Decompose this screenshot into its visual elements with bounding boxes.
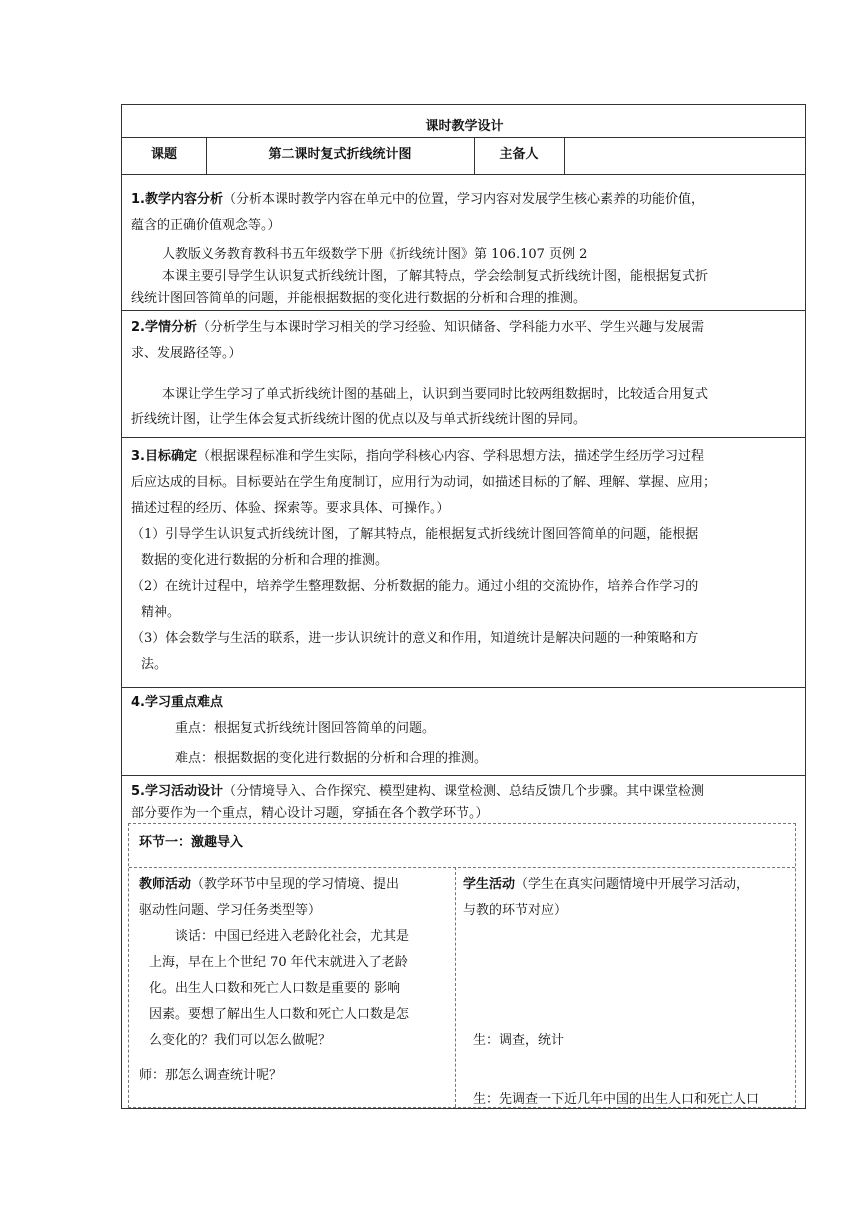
student-activity (463, 872, 793, 924)
teacher-talk-4: 因素。要想了解出生人口数和死亡人口数是怎 (149, 1007, 410, 1022)
topic-label: 课题 (150, 147, 177, 162)
teacher-talk-5: 么变化的？我们可以怎么做呢？ (149, 1033, 332, 1048)
section-3-note: （根据课程标准和学生实际，指向学科核心内容、学科思想方法，描述学生经历学习过程 (196, 449, 704, 464)
section-3-note-cont2: 描述过程的经历、体验、探索等。要求具体、可操作。） (131, 501, 450, 516)
difficult-point: 难点：根据数据的变化进行数据的分析和合理的推测。 (175, 751, 488, 766)
key-point: 重点：根据复式折线统计图回答简单的问题。 (175, 721, 436, 736)
section-1-heading: 1.教学内容分析 (131, 192, 223, 207)
section-5-note-cont: 部分要作为一个重点，精心设计习题，穿插在各个教学环节。） (131, 806, 489, 821)
lesson-design-table (121, 104, 806, 1109)
section-1-description-cont: 线统计图回答简单的问题，并能根据数据的变化进行数据的分析和合理的推测。 (131, 291, 587, 306)
teacher-talk-3: 化。出生人口数和死亡人口数是重要的 影响 (149, 981, 401, 996)
section-1-note-cont: 蕴含的正确价值观念等。） (131, 218, 281, 233)
teacher-talk: 谈话：中国已经进入老龄化社会，尤其是 (175, 929, 410, 944)
teacher-talk-2: 上海，早在上个世纪 70 年代末就进入了老龄 (149, 955, 408, 970)
student-answer-2: 生：先调查一下近几年中国的出生人口和死亡人口 (473, 1092, 760, 1107)
goal-2-cont: 精神。 (141, 605, 181, 620)
section-1-note: （分析本课时教学内容在单元中的位置，学习内容对发展学生核心素养的功能价值， (222, 192, 704, 207)
section-2-note-cont: 求、发展路径等。） (131, 346, 242, 361)
topic-value: 第二课时复式折线统计图 (268, 147, 412, 162)
teacher-question: 师：那怎么调查统计呢？ (139, 1068, 283, 1083)
teacher-note: （教学环节中呈现的学习情境、提出 (191, 877, 400, 892)
section-3-note-cont: 后应达成的目标。目标要站在学生角度制订，应用行为动词，如描述目标的了解、理解、掌握、应用； (131, 475, 717, 490)
stage-box (128, 823, 796, 1108)
section-1-description: 本课主要引导学生认识复式折线统计图，了解其特点，学会绘制复式折线统计图，能根据复式折 (162, 269, 709, 284)
student-note: （学生在真实问题情境中开展学习活动， (515, 877, 750, 892)
table-title: 课时教学设计 (425, 119, 504, 134)
goal-3: （3）体会数学与生活的联系，进一步认识统计的意义和作用，知道统计是解决问题的一种策略和方 (131, 631, 699, 646)
student-heading: 学生活动 (463, 877, 516, 892)
section-goals (131, 444, 801, 678)
teacher-heading: 教师活动 (139, 877, 192, 892)
section-4-heading: 4.学习重点难点 (131, 695, 223, 710)
goal-1-cont: 数据的变化进行数据的分析和合理的推测。 (141, 553, 389, 568)
stage-title: 环节一：激趣导入 (139, 835, 244, 850)
teacher-note-cont: 驱动性问题、学习任务类型等） (139, 903, 322, 918)
section-5-heading: 5.学习活动设计 (131, 784, 223, 799)
goal-2: （2）在统计过程中，培养学生整理数据、分析数据的能力。通过小组的交流协作，培养合作学习的 (131, 579, 699, 594)
student-note-cont: 与教的环节对应） (463, 903, 568, 918)
section-2-text-cont: 折线统计图，让学生体会复式折线统计图的优点以及与单式折线统计图的异同。 (131, 412, 587, 427)
section-2-text: 本课让学生学习了单式折线统计图的基础上，认识到当要同时比较两组数据时，比较适合用复式 (162, 387, 709, 402)
section-student-analysis (131, 315, 801, 367)
section-3-heading: 3.目标确定 (131, 449, 197, 464)
preparer-label: 主备人 (499, 147, 539, 162)
teacher-activity (139, 872, 451, 1054)
section-2-note: （分析学生与本课时学习相关的学习经验、知识储备、学科能力水平、学生兴趣与发展需 (196, 320, 704, 335)
section-activity-design (131, 779, 801, 827)
section-2-heading: 2.学情分析 (131, 320, 197, 335)
section-5-note: （分情境导入、合作探究、模型建构、课堂检测、总结反馈几个步骤。其中课堂检测 (222, 784, 704, 799)
goal-3-cont: 法。 (141, 657, 168, 672)
goal-1: （1）引导学生认识复式折线统计图，了解其特点，能根据复式折线统计图回答简单的问题，能根据 (131, 527, 699, 542)
student-answer-1: 生：调查，统计 (473, 1033, 565, 1048)
section-1-textbook: 人教版义务教育教科书五年级数学下册《折线统计图》第 106.107 页例 2 (162, 247, 588, 262)
section-content-analysis (131, 187, 801, 239)
